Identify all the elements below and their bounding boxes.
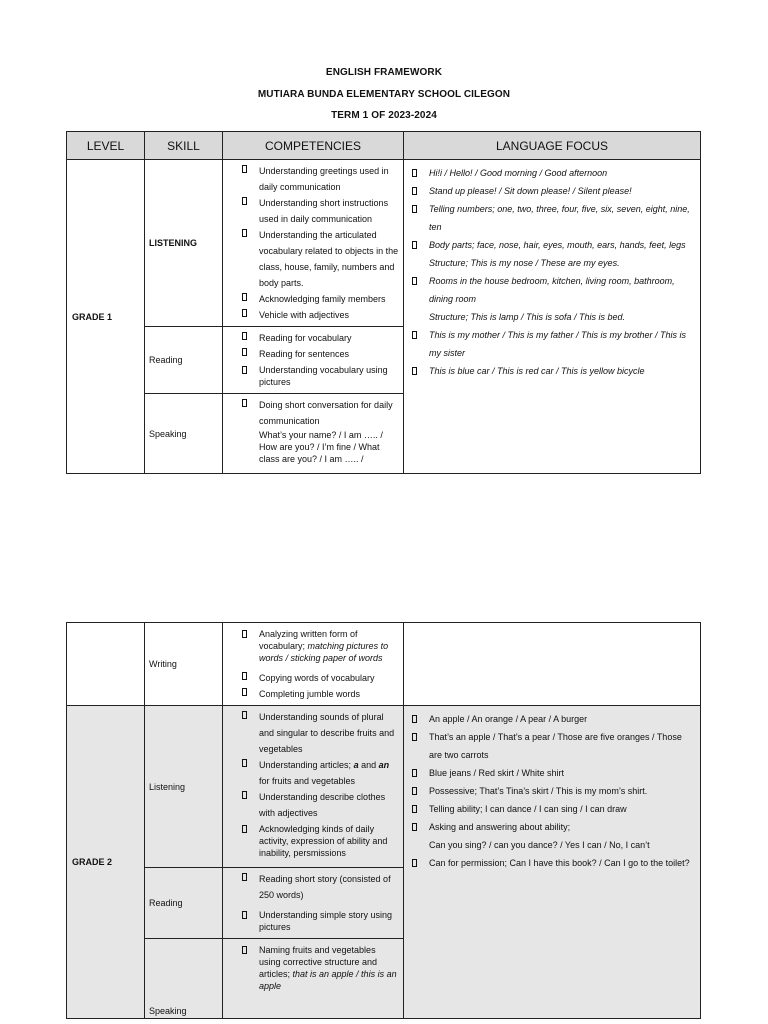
list-item: This is my mother / This is my father / This is my brother / This is my sister bbox=[404, 326, 696, 362]
list-item: Understanding articles; a and an for fruits and vegetables bbox=[223, 757, 399, 789]
table-row bbox=[67, 706, 701, 868]
list-item: Acknowledging family members bbox=[223, 291, 399, 307]
list-item: Doing short conversation for daily communication bbox=[223, 397, 399, 429]
competencies-cell bbox=[223, 327, 404, 394]
list-item: Body parts; face, nose, hair, eyes, mouth, ears, hands, feet, legs bbox=[404, 236, 696, 254]
list-item: Possessive; That’s Tina’s skirt / This is my mom’s shirt. bbox=[404, 782, 696, 800]
bullet-box-icon bbox=[412, 205, 417, 213]
col-header-language-focus: LANGUAGE FOCUS bbox=[404, 132, 701, 160]
list-item: Asking and answering about ability; bbox=[404, 818, 696, 836]
list-item: Understanding vocabulary using pictures bbox=[223, 364, 399, 388]
competencies-cell bbox=[223, 160, 404, 327]
bullet-box-icon bbox=[242, 348, 247, 356]
list-item: That’s an apple / That’s a pear / Those are five oranges / Those are two carrots bbox=[404, 728, 696, 764]
school-name: MUTIARA BUNDA ELEMENTARY SCHOOL CILEGON bbox=[257, 89, 511, 100]
list-item: Telling numbers; one, two, three, four, five, six, seven, eight, nine, ten bbox=[404, 200, 696, 236]
doc-title: ENGLISH FRAMEWORK bbox=[325, 67, 443, 78]
bullet-box-icon bbox=[412, 169, 417, 177]
bullet-box-icon bbox=[412, 331, 417, 339]
competencies-cell bbox=[223, 939, 404, 1019]
bullet-box-icon bbox=[412, 859, 417, 867]
bullet-box-icon bbox=[242, 332, 247, 340]
bullet-box-icon bbox=[242, 366, 247, 374]
bullet-box-icon bbox=[242, 911, 247, 919]
bullet-box-icon bbox=[242, 946, 247, 954]
list-item: Hi!i / Hello! / Good morning / Good afternoon bbox=[404, 164, 696, 182]
list-item: Understanding simple story using pictures bbox=[223, 909, 399, 933]
bullet-box-icon bbox=[242, 688, 247, 696]
list-item: Understanding short instructions used in daily communication bbox=[223, 195, 399, 227]
level-cell-empty bbox=[67, 623, 145, 706]
bullet-box-icon bbox=[412, 787, 417, 795]
list-item: Copying words of vocabulary bbox=[223, 670, 399, 686]
list-item: Reading for vocabulary bbox=[223, 330, 399, 346]
bullet-box-icon bbox=[412, 187, 417, 195]
list-item: Completing jumble words bbox=[223, 686, 399, 702]
language-focus-cell bbox=[404, 160, 701, 474]
list-item: Analyzing written form of vocabulary; matching pictures to words / sticking paper of words bbox=[223, 628, 399, 664]
skill-cell: Writing bbox=[145, 623, 223, 706]
competencies-cell bbox=[223, 868, 404, 939]
list-item: Telling ability; I can dance / I can sing / I can draw bbox=[404, 800, 696, 818]
competencies-cell bbox=[223, 394, 404, 474]
col-header-level: LEVEL bbox=[67, 132, 145, 160]
competencies-cell bbox=[223, 623, 404, 706]
list-item: Understanding greetings used in daily communication bbox=[223, 163, 399, 195]
language-focus-cell bbox=[404, 706, 701, 1019]
bullet-box-icon bbox=[242, 229, 247, 237]
list-item: Vehicle with adjectives bbox=[223, 307, 399, 323]
bullet-box-icon bbox=[242, 672, 247, 680]
list-item: An apple / An orange / A pear / A burger bbox=[404, 710, 696, 728]
list-item: Naming fruits and vegetables using corrective structure and articles; that is an apple / this is an apple bbox=[223, 944, 399, 992]
bullet-box-icon bbox=[242, 873, 247, 881]
list-item: Understanding sounds of plural and singular to describe fruits and vegetables bbox=[223, 709, 399, 757]
list-item: Stand up please! / Sit down please! / Silent please! bbox=[404, 182, 696, 200]
level-cell: GRADE 2 bbox=[67, 706, 145, 1019]
bullet-box-icon bbox=[412, 733, 417, 741]
language-focus-cell-empty bbox=[404, 623, 701, 706]
structure-line: Structure; This is lamp / This is sofa / This is bed. bbox=[429, 312, 626, 322]
list-item: Acknowledging kinds of daily activity, expression of ability and inability, persmissions bbox=[223, 823, 399, 859]
dialog-example: What’s your name? / I am ….. / How are you? / I’m fine / What class are you? / I am ….. / bbox=[259, 430, 383, 464]
bullet-box-icon bbox=[412, 367, 417, 375]
bullet-box-icon bbox=[242, 197, 247, 205]
ability-example: Can you sing? / can you dance? / Yes I can / No, I can’t bbox=[429, 840, 650, 850]
bullet-box-icon bbox=[242, 711, 247, 719]
header-row bbox=[67, 132, 701, 160]
list-item: Blue jeans / Red skirt / White shirt bbox=[404, 764, 696, 782]
bullet-box-icon bbox=[412, 823, 417, 831]
bullet-box-icon bbox=[412, 769, 417, 777]
bullet-box-icon bbox=[242, 309, 247, 317]
level-cell: GRADE 1 bbox=[67, 160, 145, 474]
bullet-box-icon bbox=[242, 293, 247, 301]
col-header-skill: SKILL bbox=[145, 132, 223, 160]
framework-table-2 bbox=[66, 622, 701, 1019]
list-item: Reading short story (consisted of 250 words) bbox=[223, 871, 399, 903]
bullet-box-icon bbox=[242, 165, 247, 173]
bullet-box-icon bbox=[242, 791, 247, 799]
bullet-box-icon bbox=[242, 399, 247, 407]
competencies-cell bbox=[223, 706, 404, 868]
table-row bbox=[67, 623, 701, 706]
skill-cell: Reading bbox=[145, 327, 223, 394]
bullet-box-icon bbox=[242, 630, 247, 638]
list-item: Understanding describe clothes with adjectives bbox=[223, 789, 399, 821]
skill-cell: Speaking bbox=[145, 394, 223, 474]
skill-cell: Reading bbox=[145, 868, 223, 939]
bullet-box-icon bbox=[412, 277, 417, 285]
bullet-box-icon bbox=[412, 805, 417, 813]
list-item: Reading for sentences bbox=[223, 346, 399, 362]
bullet-box-icon bbox=[412, 715, 417, 723]
structure-line: Structure; This is my nose / These are my eyes. bbox=[429, 258, 620, 268]
bullet-box-icon bbox=[412, 241, 417, 249]
list-item: Understanding the articulated vocabulary related to objects in the class, house, family, numbers and body parts. bbox=[223, 227, 399, 291]
table-row bbox=[67, 160, 701, 327]
bullet-box-icon bbox=[242, 825, 247, 833]
framework-table-1 bbox=[66, 131, 701, 474]
list-item: Can for permission; Can I have this book? / Can I go to the toilet? bbox=[404, 854, 696, 872]
skill-cell: Speaking bbox=[145, 939, 223, 1019]
term-label: TERM 1 OF 2023-2024 bbox=[331, 110, 437, 121]
skill-cell: Listening bbox=[145, 706, 223, 868]
list-item: This is blue car / This is red car / This is yellow bicycle bbox=[404, 362, 696, 380]
skill-cell: LISTENING bbox=[145, 160, 223, 327]
col-header-competencies: COMPETENCIES bbox=[223, 132, 404, 160]
bullet-box-icon bbox=[242, 759, 247, 767]
list-item: Rooms in the house bedroom, kitchen, living room, bathroom, dining room bbox=[404, 272, 696, 308]
